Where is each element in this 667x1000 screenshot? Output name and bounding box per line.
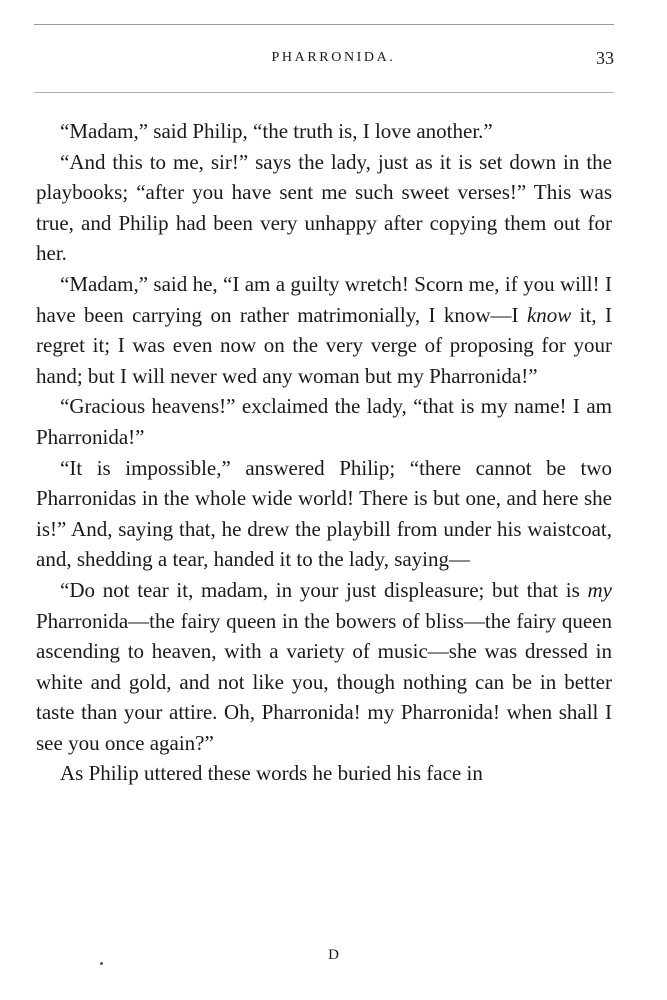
paragraph [36,575,612,759]
running-title: PHARRONIDA. [271,50,396,65]
paragraph-text: it, I regret it; I was even now on the very verge of proposing for your hand; but I will never wed any woman but my Pharronida!” [36,302,612,388]
paragraph [36,147,612,269]
header-rule [34,92,614,93]
paragraph [36,269,612,391]
paragraph-text: As Philip uttered these words he buried his face in [60,761,483,786]
paragraph-text: “Gracious heavens!” exclaimed the lady, “that is my name! I am Pharronida!” [36,394,612,449]
paragraph [36,453,612,575]
paragraph [36,391,612,452]
paragraph-text: “Do not tear it, madam, in your just displeasure; but that is [60,577,588,602]
top-rule [34,24,614,25]
italic-emphasis: my [587,577,612,602]
paragraph-text: “And this to me, sir!” says the lady, just as it is set down in the playbooks; “after you have sent me such sweet verses!” This was true, and Philip had been very unhappy after copying them out for her. [36,149,612,266]
paragraph-text: “Madam,” said he, “I am a guilty wretch! Scorn me, if you will! I have been carrying on rather matrimonially, I know—I [36,271,612,327]
signature-mark: D [328,947,339,963]
page-number: 33 [596,48,614,68]
paragraph-text: “It is impossible,” answered Philip; “there cannot be two Pharronidas in the whole wide world! There is but one, and here she is!” And, saying that, he drew the playbill from under his waistcoat, and, shedding a tear, handed it to the lady, saying— [36,455,612,572]
body-text [36,116,612,789]
paragraph-text: “Madam,” said Philip, “the truth is, I love another.” [60,119,493,143]
paragraph [36,116,612,147]
paragraph [36,758,612,789]
italic-emphasis: know [526,302,572,327]
paragraph-text: Pharronida—the fairy queen in the bowers of bliss—the fairy queen ascending to heaven, with a variety of music—she was dressed in white and gold, and not like you, though nothing can be in better taste than your attire. Oh, Pharronida! my Pharronida! when shall I see you once again?” [36,608,612,755]
